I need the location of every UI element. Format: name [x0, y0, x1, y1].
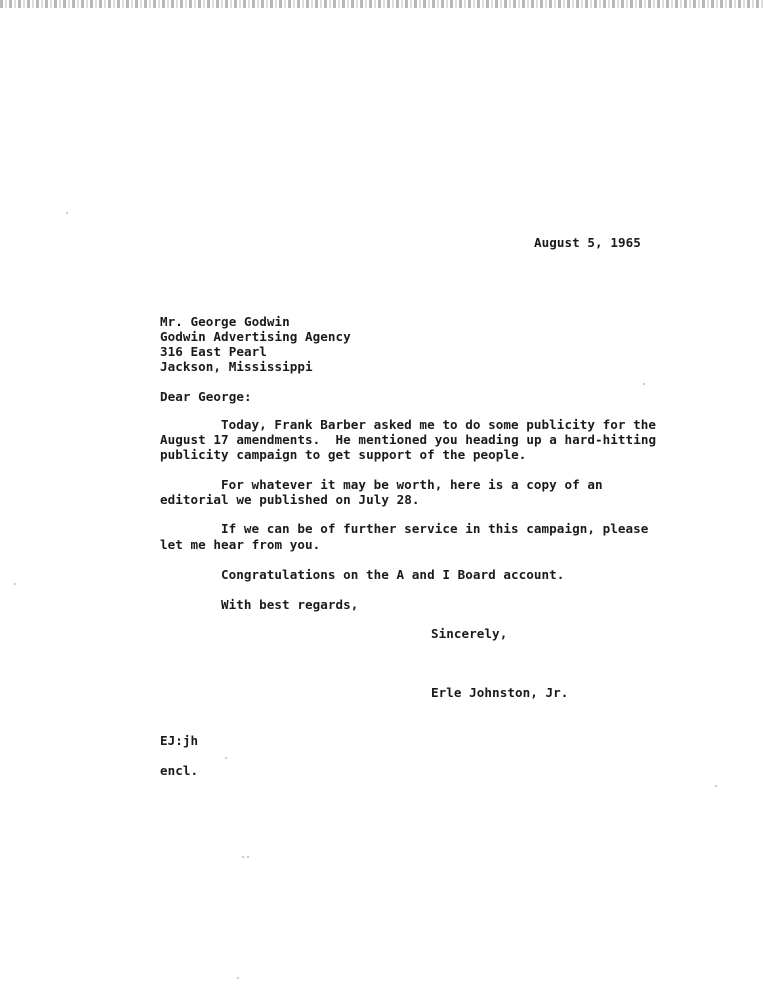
paragraph3-line2: let me hear from you. [160, 537, 321, 552]
paragraph1-line3: publicity campaign to get support of the people. [160, 447, 527, 462]
scan-speck [225, 757, 227, 759]
paragraph4: Congratulations on the A and I Board account. [221, 567, 565, 582]
scan-speck [247, 856, 249, 858]
scan-top-edge [0, 0, 763, 8]
scan-speck [643, 383, 645, 385]
enclosure-note: encl. [160, 763, 199, 778]
paragraph2-line2: editorial we published on July 28. [160, 492, 420, 507]
recipient-company: Godwin Advertising Agency [160, 329, 351, 344]
salutation: Dear George: [160, 389, 252, 404]
recipient-name: Mr. George Godwin [160, 314, 290, 329]
paragraph3-line1: If we can be of further service in this campaign, please [221, 521, 649, 536]
signer-name: Erle Johnston, Jr. [431, 685, 569, 700]
scan-speck [66, 212, 68, 214]
scan-speck [14, 583, 16, 585]
scan-speck [242, 856, 244, 858]
recipient-city: Jackson, Mississippi [160, 359, 313, 374]
paragraph1-line2: August 17 amendments. He mentioned you heading up a hard-hitting [160, 432, 657, 447]
recipient-street: 316 East Pearl [160, 344, 267, 359]
scan-speck [715, 785, 717, 787]
scan-speck [237, 977, 239, 979]
closing: Sincerely, [431, 626, 508, 641]
regards: With best regards, [221, 597, 359, 612]
paragraph1-line1: Today, Frank Barber asked me to do some publicity for the [221, 417, 657, 432]
letter-date: August 5, 1965 [534, 235, 641, 250]
paragraph2-line1: For whatever it may be worth, here is a copy of an [221, 477, 603, 492]
typist-initials: EJ:jh [160, 733, 199, 748]
